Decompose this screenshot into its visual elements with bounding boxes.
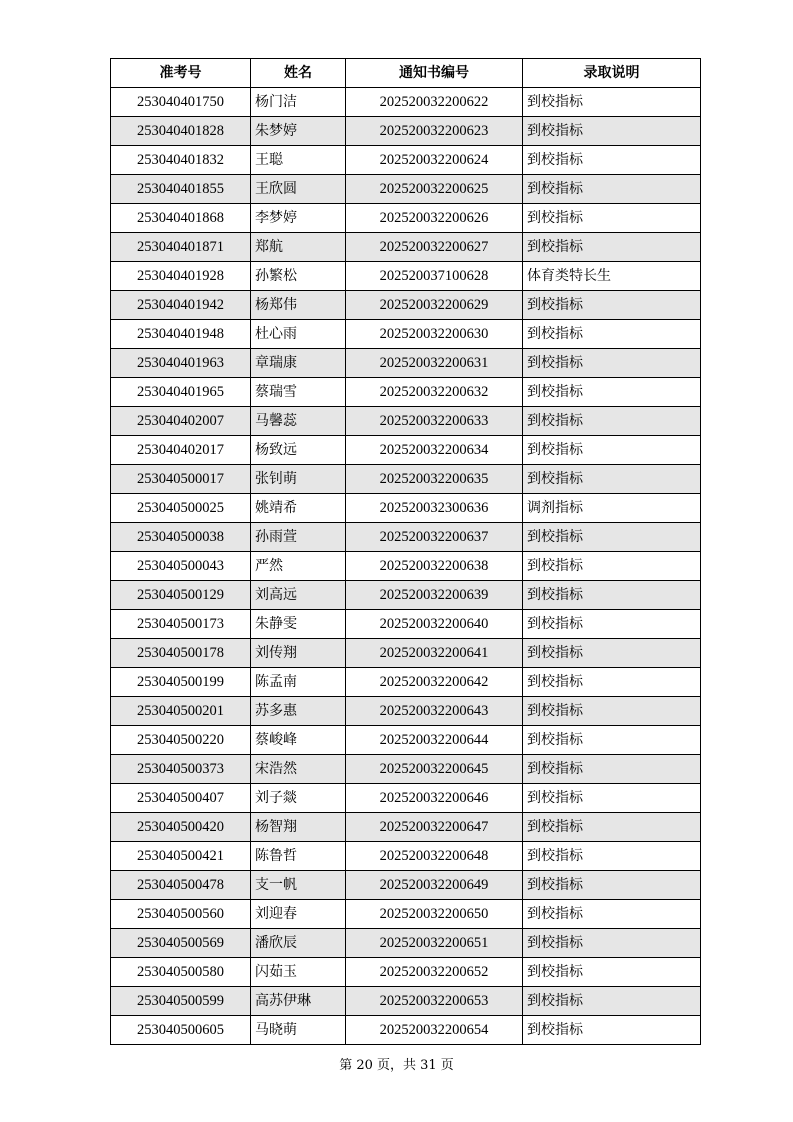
header-exam-number: 准考号 — [111, 59, 251, 88]
cell-name: 章瑞康 — [251, 349, 346, 378]
cell-notice-number: 202520032200649 — [346, 871, 523, 900]
cell-name: 杨郑伟 — [251, 291, 346, 320]
table-row — [111, 610, 701, 639]
cell-admission-note: 到校指标 — [523, 146, 701, 175]
cell-exam-number: 253040500478 — [111, 871, 251, 900]
cell-name: 王聪 — [251, 146, 346, 175]
cell-notice-number: 202520032200622 — [346, 88, 523, 117]
cell-exam-number: 253040500421 — [111, 842, 251, 871]
cell-name: 朱静雯 — [251, 610, 346, 639]
cell-notice-number: 202520032200631 — [346, 349, 523, 378]
cell-name: 杨致远 — [251, 436, 346, 465]
cell-notice-number: 202520032200624 — [346, 146, 523, 175]
cell-notice-number: 202520032200638 — [346, 552, 523, 581]
table-row — [111, 436, 701, 465]
cell-admission-note: 到校指标 — [523, 1016, 701, 1045]
cell-name: 李梦婷 — [251, 204, 346, 233]
table-row — [111, 1016, 701, 1045]
cell-exam-number: 253040500199 — [111, 668, 251, 697]
table-row — [111, 813, 701, 842]
table-row — [111, 929, 701, 958]
table-row — [111, 871, 701, 900]
cell-name: 陈鲁哲 — [251, 842, 346, 871]
cell-name: 高苏伊琳 — [251, 987, 346, 1016]
cell-admission-note: 到校指标 — [523, 581, 701, 610]
cell-name: 张钊萌 — [251, 465, 346, 494]
cell-notice-number: 202520032200625 — [346, 175, 523, 204]
table-row — [111, 320, 701, 349]
cell-admission-note: 到校指标 — [523, 726, 701, 755]
cell-name: 闪茹玉 — [251, 958, 346, 987]
cell-exam-number: 253040500038 — [111, 523, 251, 552]
cell-admission-note: 到校指标 — [523, 407, 701, 436]
cell-admission-note: 到校指标 — [523, 436, 701, 465]
table-row — [111, 900, 701, 929]
cell-notice-number: 202520032200650 — [346, 900, 523, 929]
cell-name: 严然 — [251, 552, 346, 581]
cell-admission-note: 体育类特长生 — [523, 262, 701, 291]
cell-exam-number: 253040401928 — [111, 262, 251, 291]
cell-exam-number: 253040500569 — [111, 929, 251, 958]
table-row — [111, 958, 701, 987]
table-row — [111, 552, 701, 581]
cell-notice-number: 202520032200647 — [346, 813, 523, 842]
cell-notice-number: 202520032200639 — [346, 581, 523, 610]
table-row — [111, 233, 701, 262]
cell-name: 姚靖希 — [251, 494, 346, 523]
header-admission-note: 录取说明 — [523, 59, 701, 88]
cell-name: 苏多惠 — [251, 697, 346, 726]
cell-exam-number: 253040500025 — [111, 494, 251, 523]
cell-name: 杨智翔 — [251, 813, 346, 842]
table-row — [111, 88, 701, 117]
cell-admission-note: 调剂指标 — [523, 494, 701, 523]
header-name: 姓名 — [251, 59, 346, 88]
table-row — [111, 581, 701, 610]
cell-notice-number: 202520032200645 — [346, 755, 523, 784]
table-body — [111, 88, 701, 1045]
cell-exam-number: 253040500605 — [111, 1016, 251, 1045]
cell-name: 朱梦婷 — [251, 117, 346, 146]
cell-notice-number: 202520032200629 — [346, 291, 523, 320]
cell-admission-note: 到校指标 — [523, 697, 701, 726]
table-row — [111, 755, 701, 784]
cell-exam-number: 253040500407 — [111, 784, 251, 813]
cell-name: 马馨蕊 — [251, 407, 346, 436]
cell-exam-number: 253040402017 — [111, 436, 251, 465]
cell-name: 王欣圆 — [251, 175, 346, 204]
cell-notice-number: 202520032200623 — [346, 117, 523, 146]
cell-notice-number: 202520032200651 — [346, 929, 523, 958]
header-notice-number: 通知书编号 — [346, 59, 523, 88]
admission-table-container — [110, 58, 700, 1045]
cell-name: 孙雨萱 — [251, 523, 346, 552]
cell-exam-number: 253040401868 — [111, 204, 251, 233]
cell-notice-number: 202520032200630 — [346, 320, 523, 349]
cell-notice-number: 202520032200654 — [346, 1016, 523, 1045]
cell-admission-note: 到校指标 — [523, 552, 701, 581]
table-row — [111, 117, 701, 146]
cell-admission-note: 到校指标 — [523, 610, 701, 639]
cell-notice-number: 202520032200644 — [346, 726, 523, 755]
cell-admission-note: 到校指标 — [523, 987, 701, 1016]
cell-exam-number: 253040500420 — [111, 813, 251, 842]
cell-notice-number: 202520032200637 — [346, 523, 523, 552]
cell-name: 刘高远 — [251, 581, 346, 610]
cell-name: 郑航 — [251, 233, 346, 262]
table-row — [111, 465, 701, 494]
cell-exam-number: 253040500043 — [111, 552, 251, 581]
cell-notice-number: 202520032200648 — [346, 842, 523, 871]
cell-exam-number: 253040402007 — [111, 407, 251, 436]
cell-admission-note: 到校指标 — [523, 291, 701, 320]
cell-notice-number: 202520032300636 — [346, 494, 523, 523]
cell-notice-number: 202520032200632 — [346, 378, 523, 407]
cell-name: 刘传翔 — [251, 639, 346, 668]
cell-notice-number: 202520032200626 — [346, 204, 523, 233]
table-row — [111, 494, 701, 523]
cell-exam-number: 253040500580 — [111, 958, 251, 987]
cell-exam-number: 253040401965 — [111, 378, 251, 407]
table-row — [111, 697, 701, 726]
cell-exam-number: 253040401855 — [111, 175, 251, 204]
cell-notice-number: 202520032200653 — [346, 987, 523, 1016]
cell-name: 潘欣辰 — [251, 929, 346, 958]
cell-admission-note: 到校指标 — [523, 378, 701, 407]
cell-exam-number: 253040500201 — [111, 697, 251, 726]
table-row — [111, 378, 701, 407]
cell-notice-number: 202520032200643 — [346, 697, 523, 726]
table-row — [111, 349, 701, 378]
cell-exam-number: 253040401871 — [111, 233, 251, 262]
table-header-row — [111, 59, 701, 88]
cell-admission-note: 到校指标 — [523, 88, 701, 117]
page-footer: 第 20 页，共 31 页 — [339, 1058, 454, 1073]
cell-admission-note: 到校指标 — [523, 842, 701, 871]
cell-exam-number: 253040401948 — [111, 320, 251, 349]
cell-notice-number: 202520032200646 — [346, 784, 523, 813]
cell-admission-note: 到校指标 — [523, 639, 701, 668]
cell-admission-note: 到校指标 — [523, 784, 701, 813]
cell-admission-note: 到校指标 — [523, 233, 701, 262]
cell-exam-number: 253040401828 — [111, 117, 251, 146]
cell-exam-number: 253040500129 — [111, 581, 251, 610]
cell-name: 杜心雨 — [251, 320, 346, 349]
table-row — [111, 291, 701, 320]
cell-notice-number: 202520032200635 — [346, 465, 523, 494]
cell-admission-note: 到校指标 — [523, 871, 701, 900]
table-row — [111, 204, 701, 233]
cell-admission-note: 到校指标 — [523, 958, 701, 987]
cell-notice-number: 202520032200627 — [346, 233, 523, 262]
cell-name: 刘迎春 — [251, 900, 346, 929]
cell-exam-number: 253040500178 — [111, 639, 251, 668]
cell-admission-note: 到校指标 — [523, 117, 701, 146]
cell-name: 蔡峻峰 — [251, 726, 346, 755]
cell-notice-number: 202520032200641 — [346, 639, 523, 668]
cell-admission-note: 到校指标 — [523, 465, 701, 494]
admission-table — [110, 58, 701, 1045]
cell-name: 孙繁松 — [251, 262, 346, 291]
table-row — [111, 175, 701, 204]
cell-admission-note: 到校指标 — [523, 204, 701, 233]
cell-exam-number: 253040401942 — [111, 291, 251, 320]
table-row — [111, 842, 701, 871]
table-row — [111, 987, 701, 1016]
cell-admission-note: 到校指标 — [523, 349, 701, 378]
cell-notice-number: 202520032200642 — [346, 668, 523, 697]
cell-admission-note: 到校指标 — [523, 929, 701, 958]
cell-admission-note: 到校指标 — [523, 813, 701, 842]
cell-notice-number: 202520032200652 — [346, 958, 523, 987]
table-row — [111, 639, 701, 668]
cell-admission-note: 到校指标 — [523, 320, 701, 349]
cell-name: 马晓萌 — [251, 1016, 346, 1045]
cell-notice-number: 202520037100628 — [346, 262, 523, 291]
cell-admission-note: 到校指标 — [523, 900, 701, 929]
cell-name: 宋浩然 — [251, 755, 346, 784]
cell-name: 陈孟南 — [251, 668, 346, 697]
cell-exam-number: 253040500173 — [111, 610, 251, 639]
cell-exam-number: 253040500017 — [111, 465, 251, 494]
cell-exam-number: 253040401750 — [111, 88, 251, 117]
table-row — [111, 523, 701, 552]
cell-name: 支一帆 — [251, 871, 346, 900]
cell-exam-number: 253040401832 — [111, 146, 251, 175]
cell-exam-number: 253040500220 — [111, 726, 251, 755]
cell-admission-note: 到校指标 — [523, 523, 701, 552]
table-row — [111, 784, 701, 813]
table-row — [111, 146, 701, 175]
cell-notice-number: 202520032200633 — [346, 407, 523, 436]
table-row — [111, 726, 701, 755]
cell-exam-number: 253040500373 — [111, 755, 251, 784]
cell-name: 杨门洁 — [251, 88, 346, 117]
cell-exam-number: 253040401963 — [111, 349, 251, 378]
table-row — [111, 262, 701, 291]
cell-exam-number: 253040500560 — [111, 900, 251, 929]
cell-name: 刘子燚 — [251, 784, 346, 813]
cell-admission-note: 到校指标 — [523, 755, 701, 784]
cell-notice-number: 202520032200634 — [346, 436, 523, 465]
cell-admission-note: 到校指标 — [523, 175, 701, 204]
cell-admission-note: 到校指标 — [523, 668, 701, 697]
cell-exam-number: 253040500599 — [111, 987, 251, 1016]
cell-name: 蔡瑞雪 — [251, 378, 346, 407]
table-row — [111, 407, 701, 436]
cell-notice-number: 202520032200640 — [346, 610, 523, 639]
table-row — [111, 668, 701, 697]
